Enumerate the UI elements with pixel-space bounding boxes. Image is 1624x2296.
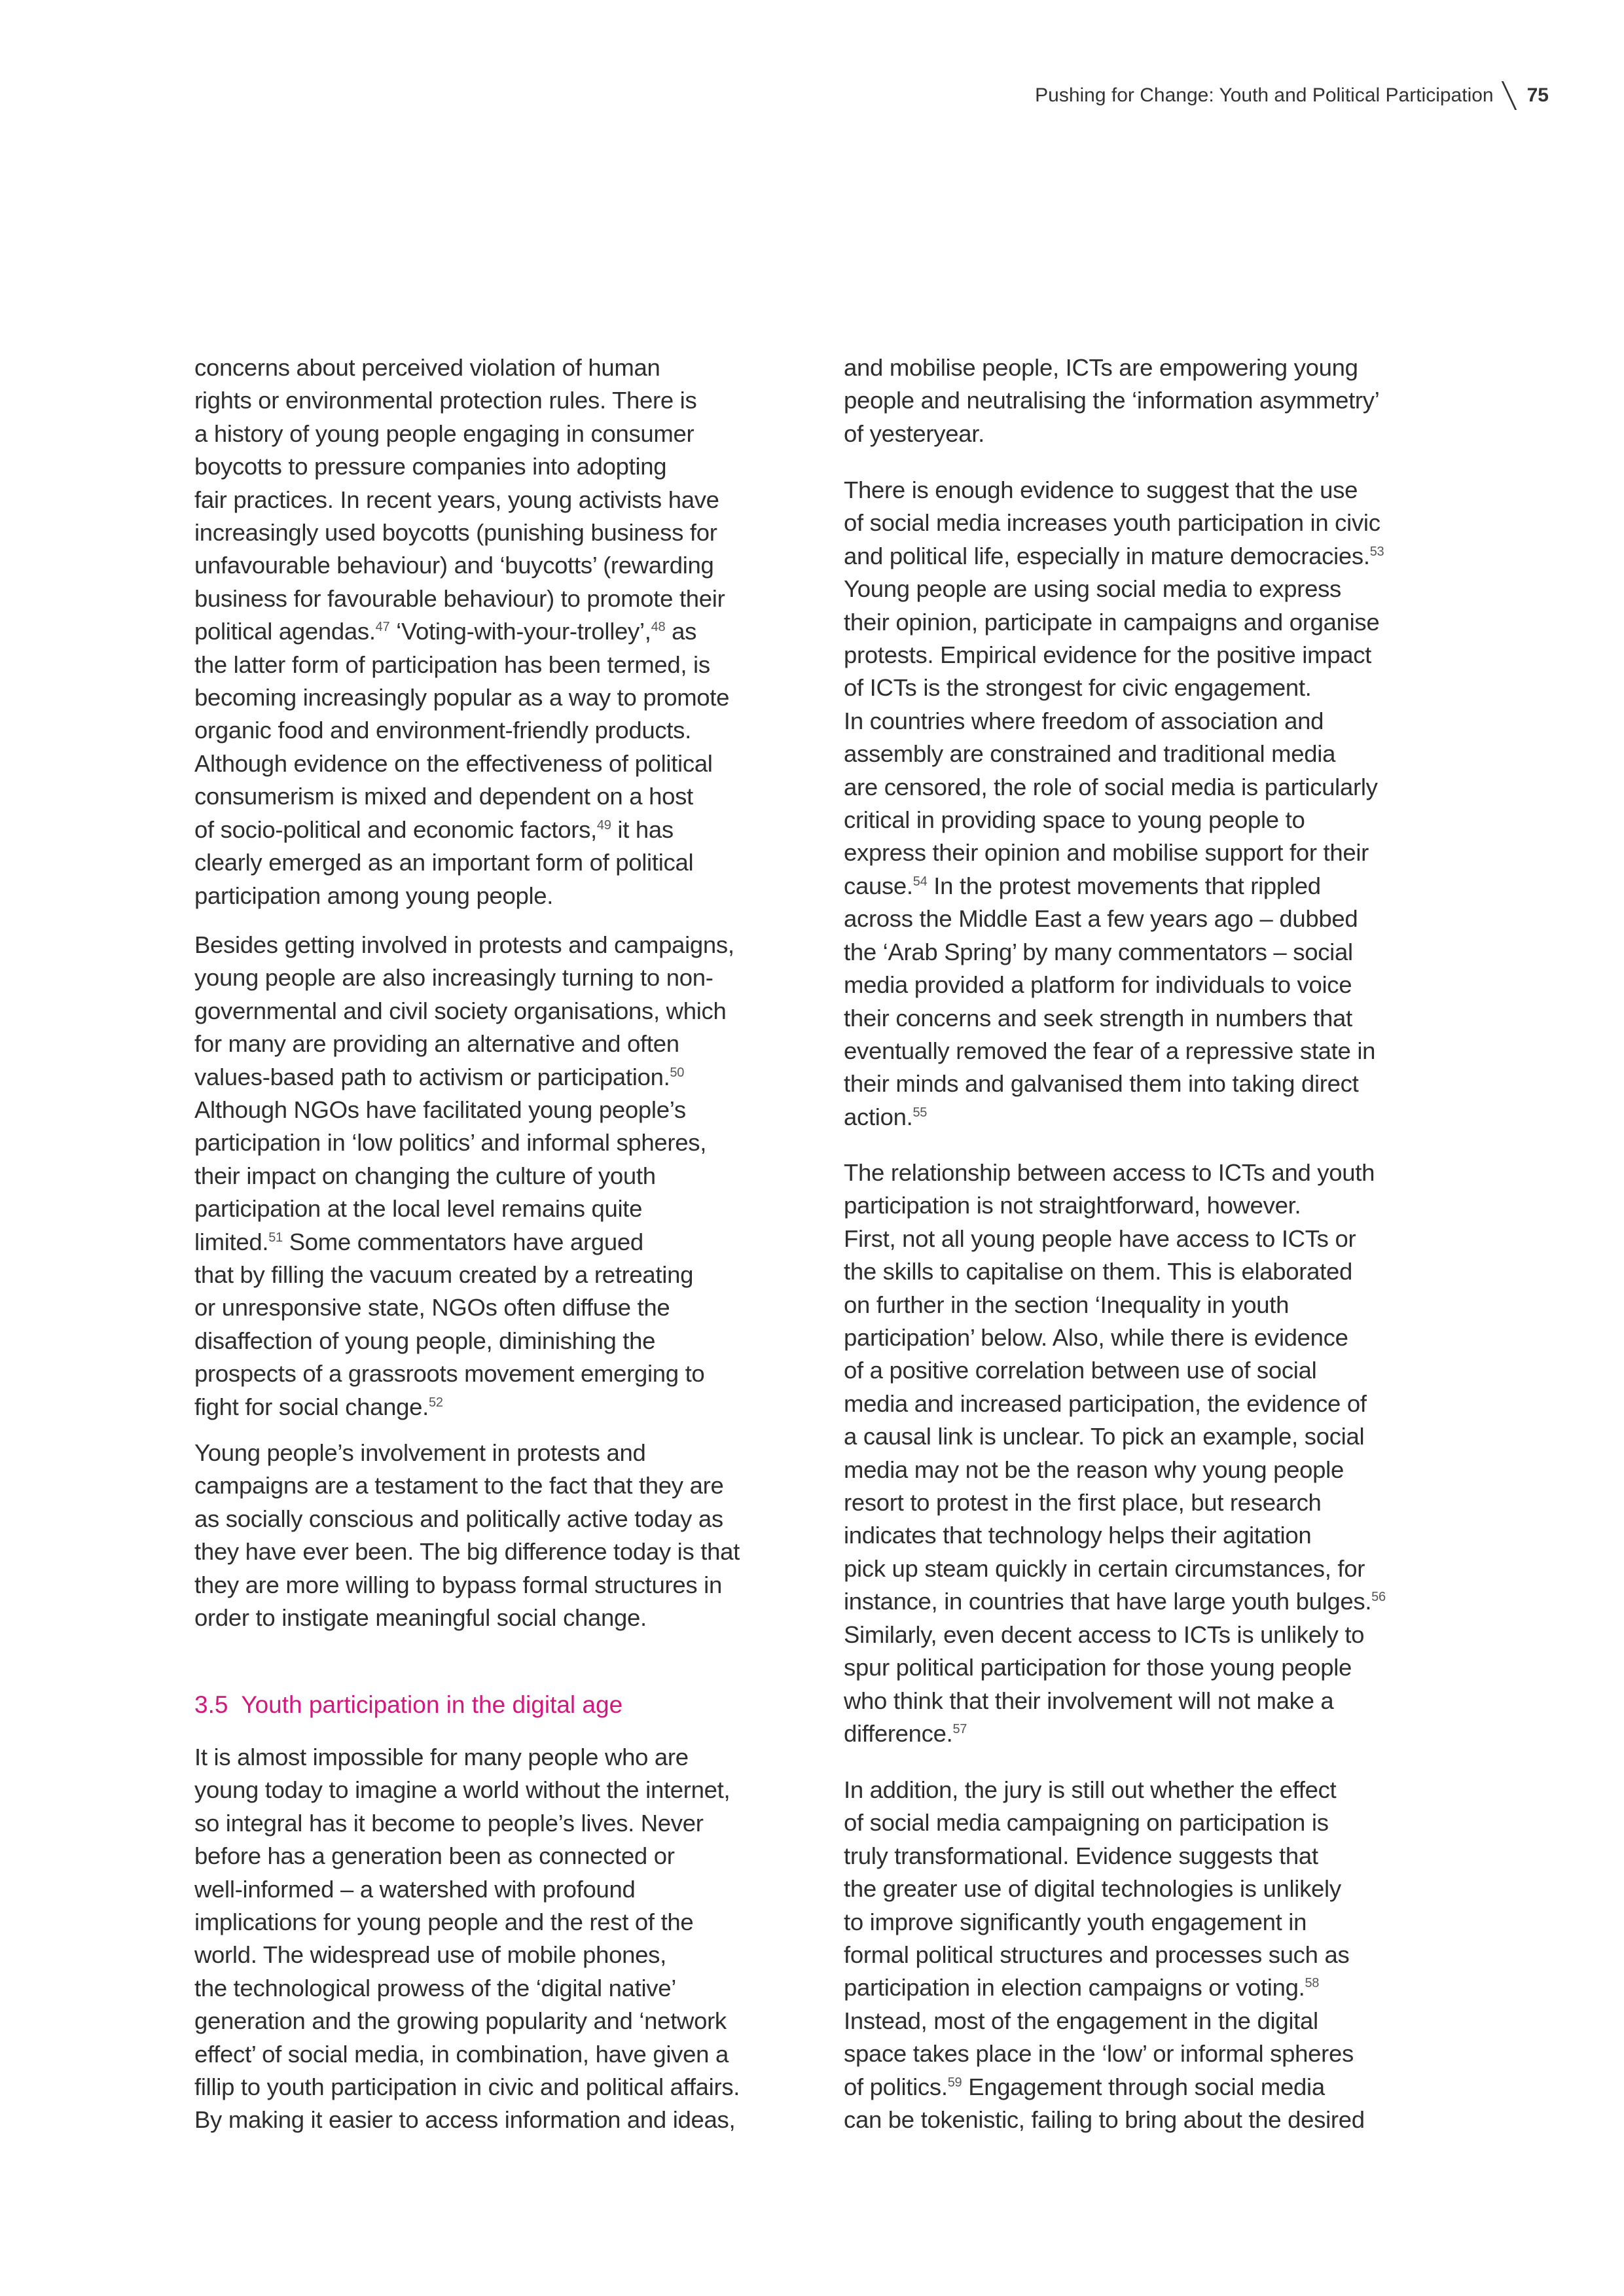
text-line: formal political structures and processes such as [844,1941,1350,1969]
text-segment: limited. [194,1228,269,1255]
paragraph [844,1774,1459,2136]
footnote-reference: 58 [1305,1976,1320,1991]
text-line: order to instigate meaningful social change. [194,1604,647,1632]
text-line [844,1101,1459,1134]
text-line [194,1061,810,1094]
footnote-reference: 50 [670,1065,685,1080]
footnote-reference: 55 [912,1105,928,1120]
text-line: young people are also increasingly turning to non- [194,964,713,992]
paragraph [194,929,810,1424]
text-segment: Engagement through social media [962,2073,1325,2100]
running-header [1035,81,1549,110]
text-line: protests. Empirical evidence for the positive impact [844,641,1372,669]
text-line: Young people are using social media to express [844,575,1341,603]
text-line: It is almost impossible for many people who are [194,1744,689,1770]
text-line: In addition, the jury is still out whether the effect [844,1776,1337,1803]
text-line: unfavourable behaviour) and ‘buycotts’ (rewarding [194,552,714,579]
text-line: business for favourable behaviour) to promote their [194,584,725,612]
text-line: concerns about perceived violation of human [194,354,660,381]
text-line: There is enough evidence to suggest that the use [844,476,1358,503]
text-line: world. The widespread use of mobile phones, [194,1941,666,1969]
text-line: participation is not straightforward, however. [844,1192,1301,1219]
text-line: their impact on changing the culture of youth [194,1162,656,1189]
paragraph [844,351,1459,450]
text-segment: ‘Voting-with-your-trolley’, [389,618,651,645]
text-line: and mobilise people, ICTs are empowering young [844,354,1358,381]
text-line: critical in providing space to young people to [844,806,1305,834]
text-line: people and neutralising the ‘information asymmetry’ [844,387,1380,414]
footnote-reference: 52 [429,1395,443,1410]
text-line [194,1226,810,1259]
text-line: as socially conscious and politically active today as [194,1505,723,1532]
text-line: or unresponsive state, NGOs often diffuse the [194,1294,670,1321]
footnote-reference: 54 [912,874,928,889]
text-line: rights or environmental protection rules. There is [194,387,697,414]
text-line: participation at the local level remains quite [194,1195,643,1223]
text-line: to improve significantly youth engagement in [844,1908,1307,1935]
text-line: The relationship between access to ICTs and youth [844,1159,1375,1186]
text-line: their concerns and seek strength in numbers that [844,1004,1352,1031]
text-line: the greater use of digital technologies is unlikely [844,1875,1341,1903]
text-line: fair practices. In recent years, young activists have [194,486,719,513]
text-segment: action. [844,1103,913,1130]
paragraph [194,1437,810,1634]
text-line: pick up steam quickly in certain circumstances, for [844,1554,1365,1582]
text-line [844,1585,1459,1618]
text-line: of yesteryear. [844,420,984,447]
text-line [844,540,1459,573]
text-line: Although NGOs have facilitated young people’s [194,1096,686,1124]
footnote-reference: 59 [947,2075,962,2090]
text-line: a history of young people engaging in consumer [194,420,695,447]
text-line: of a positive correlation between use of social [844,1357,1317,1384]
section-heading: 3.5 Youth participation in the digital age [194,1691,623,1718]
text-line [844,2071,1459,2104]
text-line: across the Middle East a few years ago – dubbed [844,905,1358,933]
paragraph [844,1157,1459,1750]
text-line: of social media campaigning on participation is [844,1809,1329,1837]
text-line: media provided a platform for individuals to voice [844,971,1352,999]
text-line: fillip to youth participation in civic and political affairs. [194,2073,740,2101]
text-line: clearly emerged as an important form of political [194,849,694,876]
paragraph [194,1741,810,2137]
page-number: 75 [1526,84,1549,106]
text-line [194,615,810,648]
text-line: so integral has it become to people’s lives. Never [194,1809,704,1837]
text-line: consumerism is mixed and dependent on a host [194,783,693,810]
text-line: they have ever been. The big difference today is that [194,1538,740,1566]
text-line: disaffection of young people, diminishing the [194,1327,656,1354]
text-line: Young people’s involvement in protests and [194,1439,646,1466]
text-segment: values-based path to activism or participation. [194,1063,670,1090]
text-line: participation among young people. [194,882,554,909]
text-line: Although evidence on the effectiveness of political [194,749,713,777]
text-line [194,1391,810,1424]
text-line: becoming increasingly popular as a way to promote [194,684,730,711]
text-line: In countries where freedom of association and [844,707,1324,734]
text-line: their minds and galvanised them into taking direct [844,1070,1359,1098]
text-segment: fight for social change. [194,1393,429,1420]
text-line: generation and the growing popularity and ‘network [194,2007,727,2035]
text-line: their opinion, participate in campaigns and organise [844,608,1380,636]
text-line: Besides getting involved in protests and campaigns, [194,931,734,958]
text-line: organic food and environment-friendly products. [194,717,691,744]
text-line: young today to imagine a world without the internet, [194,1776,731,1804]
text-segment: participation in election campaigns or voting. [844,1974,1305,2001]
footnote-reference: 57 [952,1721,967,1736]
text-line: before has a generation been as connected or [194,1842,675,1870]
text-line [844,870,1459,903]
paragraph [844,474,1459,1134]
footnote-reference: 56 [1371,1590,1386,1605]
text-line: the ‘Arab Spring’ by many commentators – social [844,938,1353,965]
text-line: of social media increases youth participation in civic [844,509,1380,537]
footnote-reference: 47 [375,620,390,635]
text-line [844,1717,1459,1750]
text-line: a causal link is unclear. To pick an example, social [844,1423,1365,1450]
footnote-reference: 51 [268,1230,283,1245]
text-segment: political agendas. [194,618,376,645]
text-line: space takes place in the ‘low’ or informal spheres [844,2040,1354,2068]
text-line: By making it easier to access information and ideas, [194,2106,736,2134]
text-line: media and increased participation, the evidence of [844,1390,1367,1417]
text-line: participation in ‘low politics’ and informal spheres, [194,1129,707,1157]
text-segment: of socio-political and economic factors, [194,816,597,843]
text-segment: and political life, especially in mature democracies. [844,542,1370,569]
text-line: truly transformational. Evidence suggests that [844,1842,1318,1869]
text-line: Instead, most of the engagement in the digital [844,2007,1318,2034]
text-line: well-informed – a watershed with profound [194,1875,636,1903]
text-line: they are more willing to bypass formal structures in [194,1571,722,1598]
text-segment: of politics. [844,2073,948,2100]
text-line: resort to protest in the first place, but research [844,1489,1322,1516]
running-header-title: Pushing for Change: Youth and Political Participation [1035,84,1494,106]
text-line: First, not all young people have access to ICTs or [844,1225,1356,1252]
text-line: who think that their involvement will not make a [844,1687,1334,1714]
text-line: the latter form of participation has been termed, is [194,651,710,678]
text-line: effect’ of social media, in combination, have given a [194,2040,729,2068]
text-line: on further in the section ‘Inequality in youth [844,1291,1290,1318]
text-line: spur political participation for those young people [844,1654,1352,1681]
text-line: indicates that technology helps their agitation [844,1522,1312,1549]
text-segment: Some commentators have argued [282,1228,643,1255]
text-line: assembly are constrained and traditional media [844,740,1336,768]
text-line: campaigns are a testament to the fact that they are [194,1472,724,1499]
text-line: are censored, the role of social media is particularly [844,773,1378,800]
text-line: participation’ below. Also, while there is evidence [844,1324,1348,1352]
text-line: express their opinion and mobilise support for their [844,839,1369,867]
text-segment: it has [611,816,674,843]
text-line: increasingly used boycotts (punishing business for [194,519,717,547]
text-segment: difference. [844,1719,953,1747]
footnote-reference: 53 [1369,544,1384,559]
text-segment: cause. [844,872,913,899]
footnote-reference: 48 [651,620,666,635]
text-line: governmental and civil society organisations, which [194,997,727,1024]
paragraph [194,351,810,912]
text-line: prospects of a grassroots movement emerging to [194,1360,705,1388]
text-line: the skills to capitalise on them. This is elaborated [844,1258,1352,1285]
text-segment: as [665,618,697,645]
text-line: eventually removed the fear of a repressive state in [844,1037,1376,1064]
text-line: media may not be the reason why young people [844,1456,1344,1483]
text-line: can be tokenistic, failing to bring about the desired [844,2106,1365,2134]
footnote-reference: 49 [596,817,611,833]
text-segment: instance, in countries that have large youth bulges. [844,1588,1372,1615]
text-line: implications for young people and the rest of the [194,1909,694,1936]
text-line: boycotts to pressure companies into adopting [194,453,667,480]
header-divider [1501,81,1517,110]
text-line [844,1971,1459,2004]
text-line: of ICTs is the strongest for civic engagement. [844,674,1312,702]
text-segment: In the protest movements that rippled [927,872,1321,899]
text-line: that by filling the vacuum created by a retreating [194,1261,694,1289]
text-line: Similarly, even decent access to ICTs is unlikely to [844,1621,1365,1648]
text-line [194,814,810,846]
text-line: for many are providing an alternative and often [194,1030,679,1058]
text-line: the technological prowess of the ‘digital native’ [194,1974,677,2001]
